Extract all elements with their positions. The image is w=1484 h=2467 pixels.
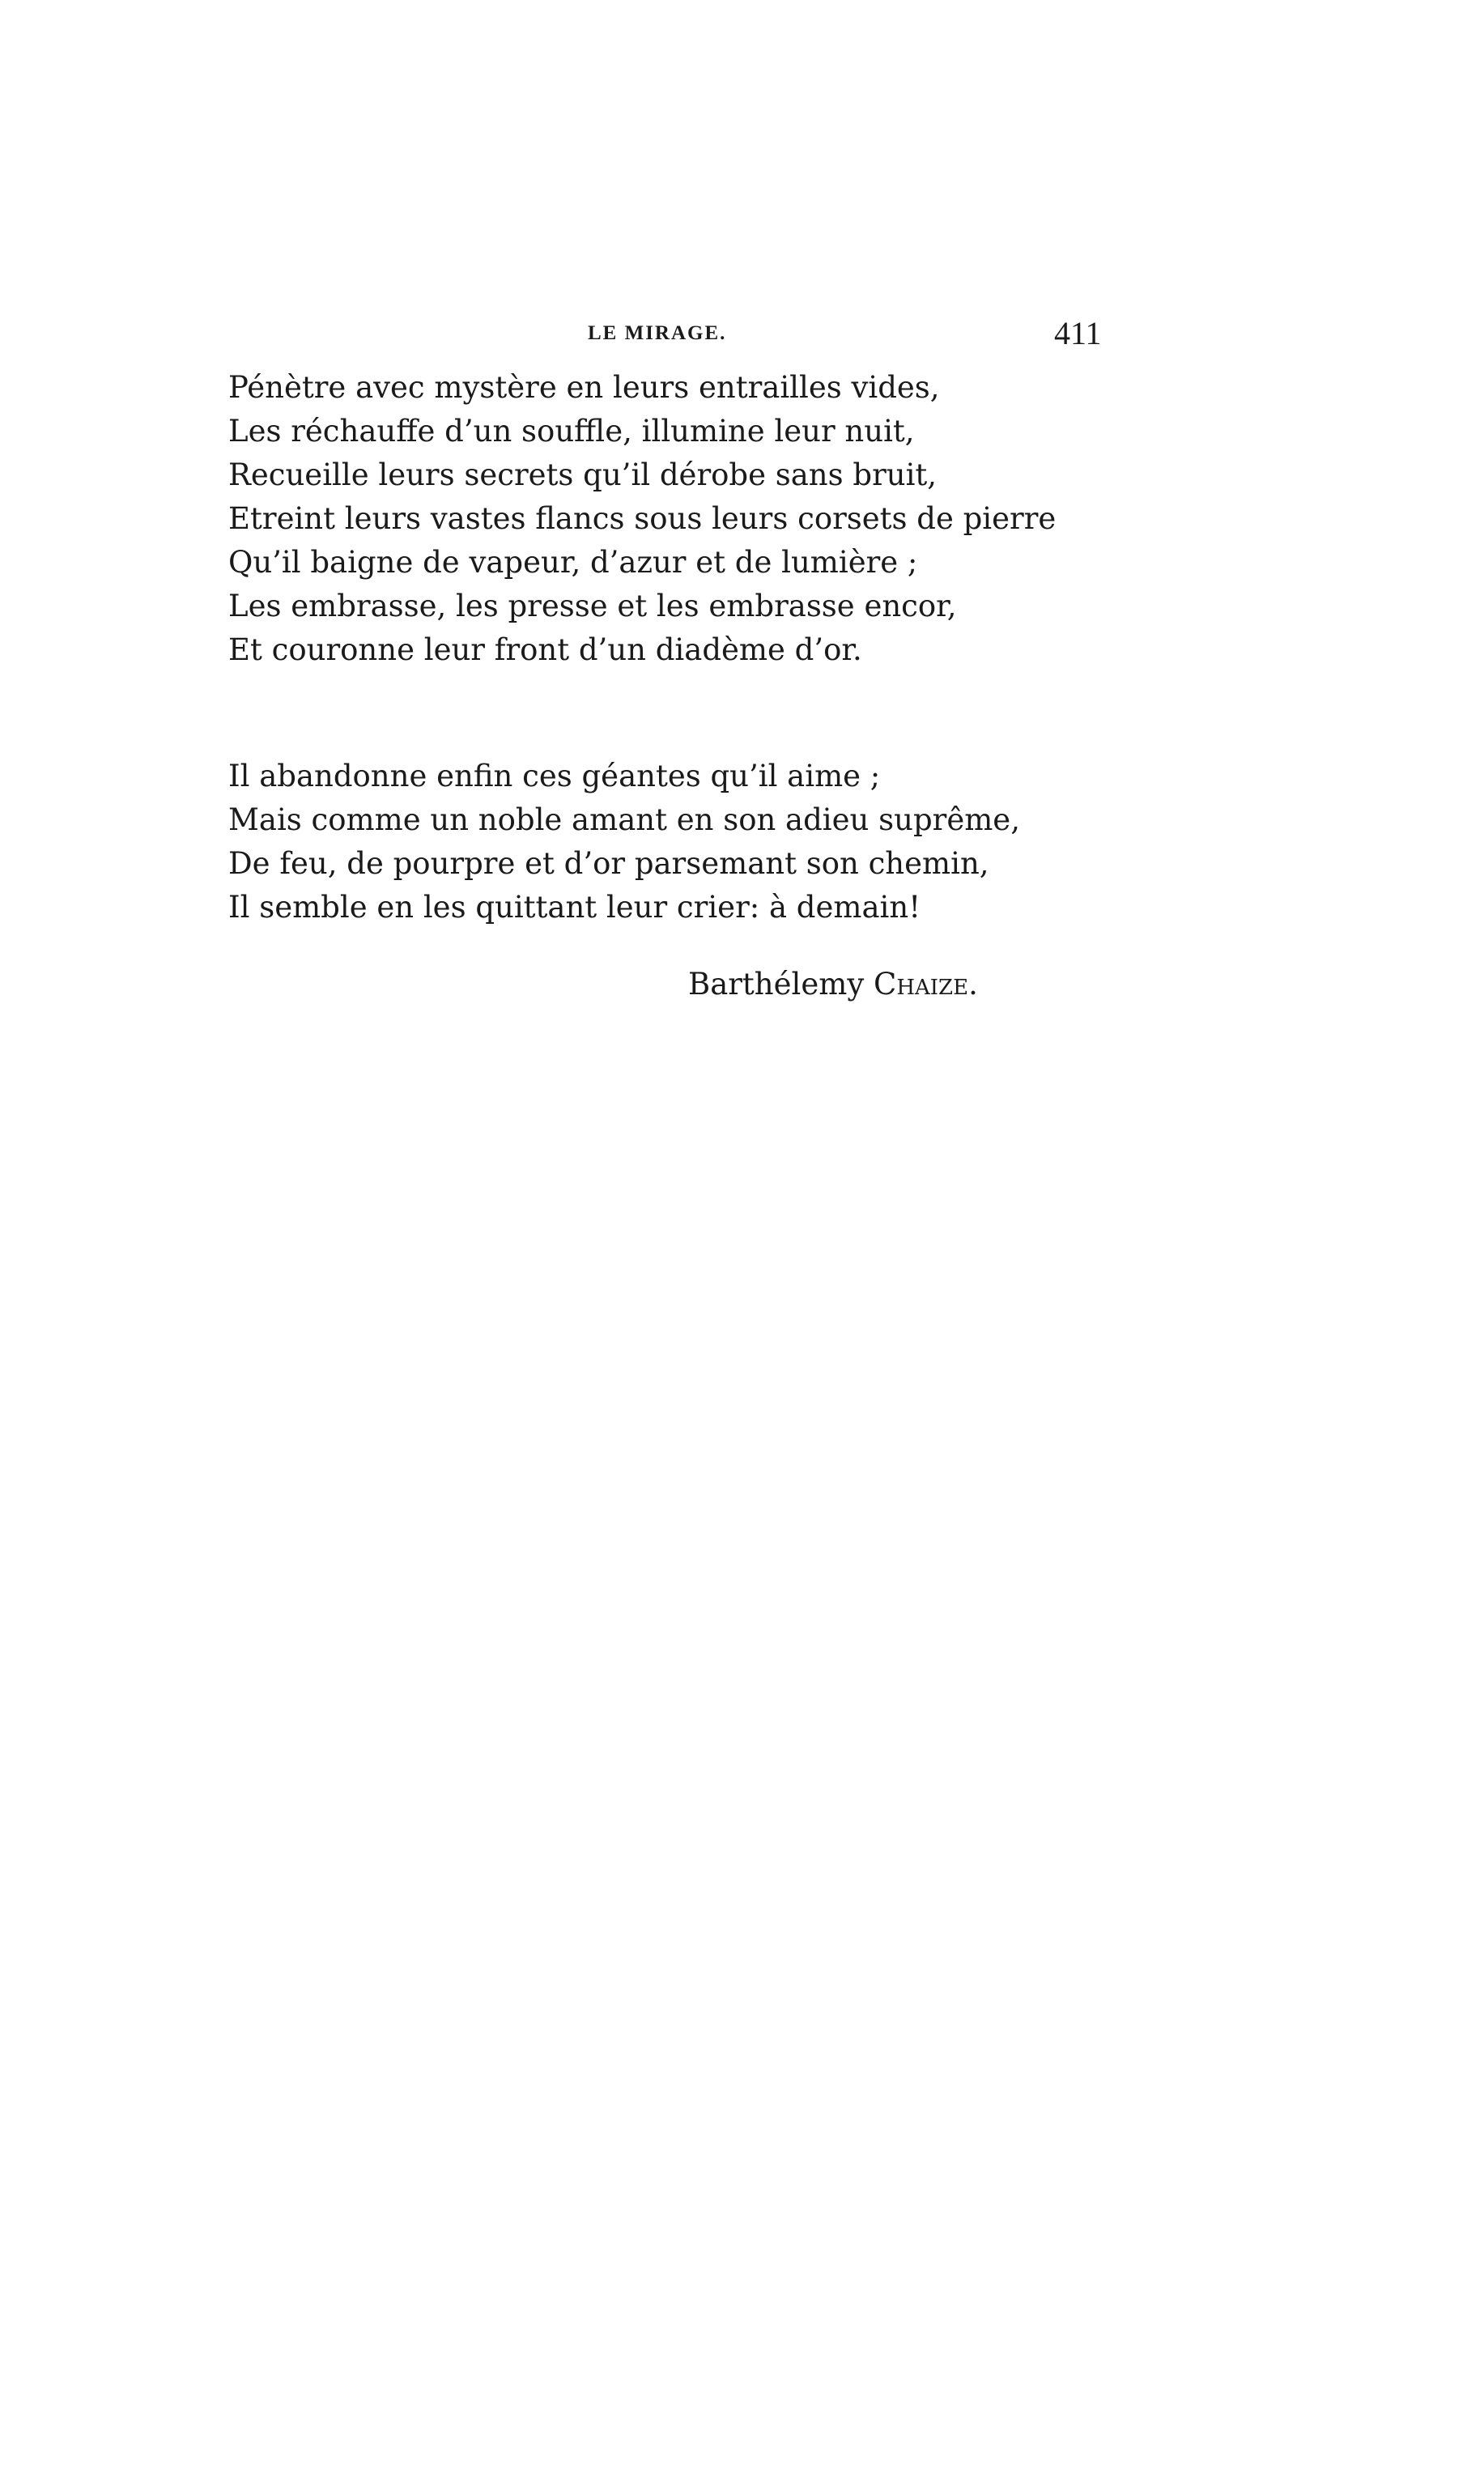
poem-stanza-2	[228, 755, 1020, 929]
running-title: LE MIRAGE.	[588, 322, 727, 344]
verse-line: Et couronne leur front d’un diadème d’or.	[228, 632, 862, 667]
verse-line: Recueille leurs secrets qu’il dérobe sans bruit,	[228, 457, 938, 492]
verse-line: Il abandonne enfin ces géantes qu’il aime ;	[228, 759, 881, 793]
page-number: 411	[1054, 315, 1102, 351]
verse-line: Mais comme un noble amant en son adieu suprême,	[228, 802, 1020, 837]
verse-line: Pénètre avec mystère en leurs entrailles vides,	[228, 370, 940, 405]
verse-line: De feu, de pourpre et d’or parsemant son chemin,	[228, 846, 989, 881]
verse-line: Les embrasse, les presse et les embrasse encor,	[228, 589, 957, 623]
verse-line: Qu’il baigne de vapeur, d’azur et de lumière ;	[228, 545, 918, 580]
author-surname: Chaize.	[874, 967, 978, 1002]
author-first-name: Barthélemy	[688, 967, 865, 1002]
poem-stanza-1	[228, 366, 1056, 672]
verse-line: Les réchauffe d’un souffle, illumine leur nuit,	[228, 414, 915, 449]
author-signature	[688, 967, 978, 1002]
verse-line: Etreint leurs vastes flancs sous leurs corsets de pierre	[228, 501, 1057, 536]
verse-line: Il semble en les quittant leur crier: à demain!	[228, 890, 921, 925]
